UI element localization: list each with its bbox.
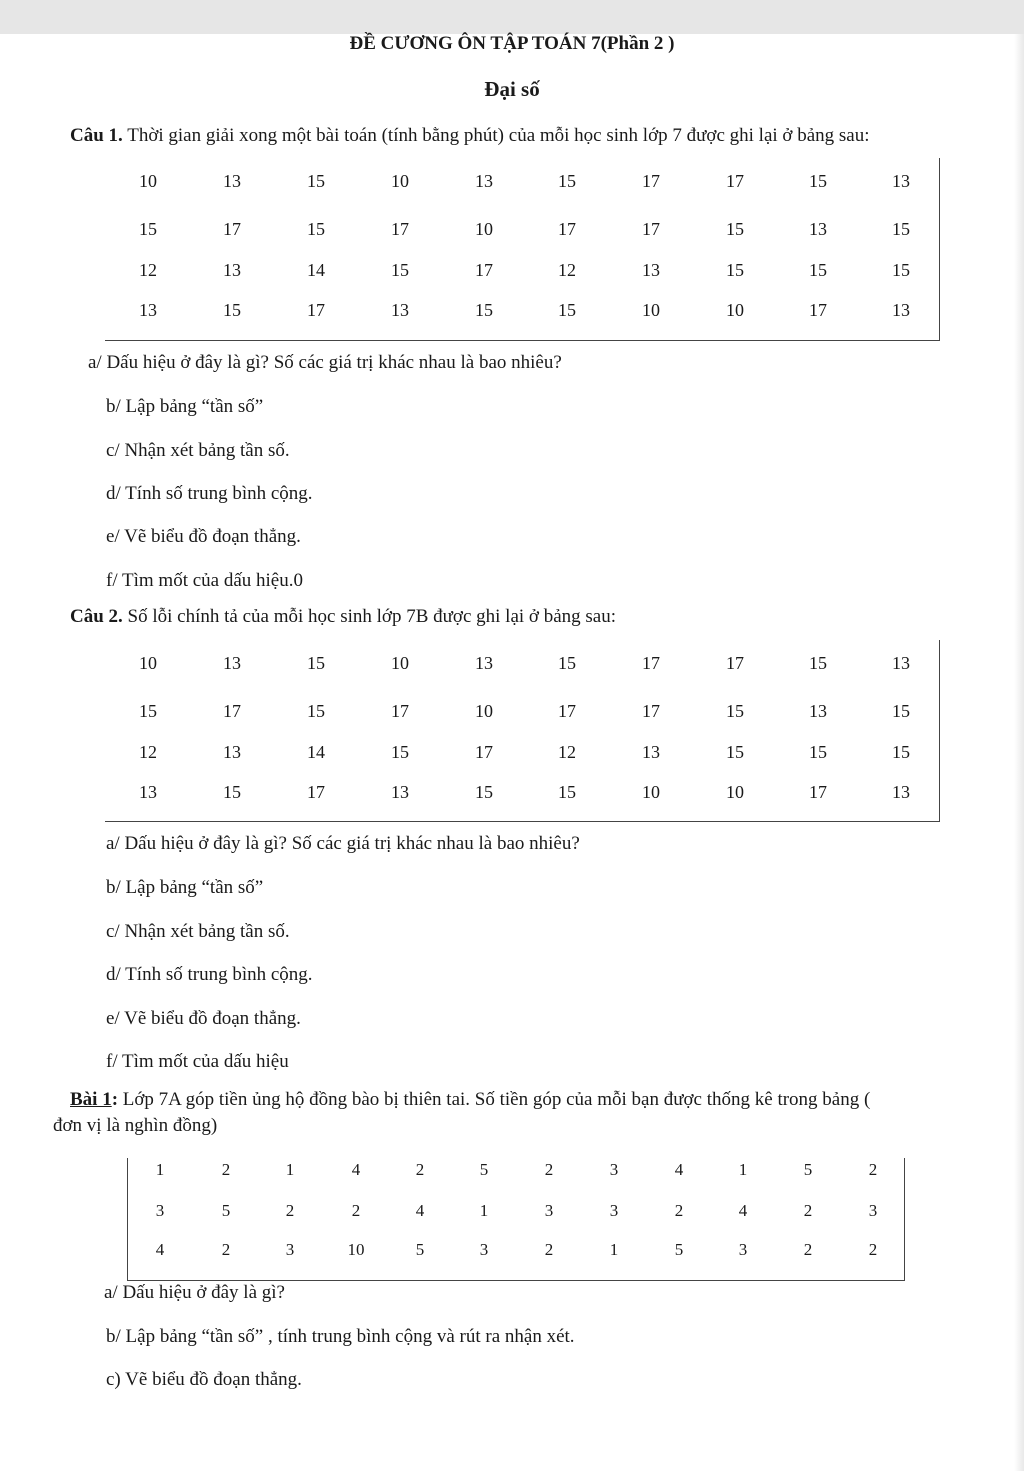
table-cell: 15 <box>809 171 827 191</box>
table-cell: 15 <box>307 701 325 721</box>
table-cell: 15 <box>475 782 493 802</box>
table-cell: 12 <box>558 742 576 762</box>
table-cell: 13 <box>223 742 241 762</box>
table-cell: 3 <box>155 1201 165 1220</box>
table-cell: 15 <box>558 171 576 191</box>
table-cell: 17 <box>726 171 744 191</box>
table-cell: 13 <box>391 782 409 802</box>
table-cell: 13 <box>139 782 157 802</box>
table-cell: 12 <box>139 742 157 762</box>
table-cell: 17 <box>223 701 241 721</box>
table-cell: 10 <box>475 219 493 239</box>
table-cell: 2 <box>415 1160 425 1179</box>
table-cell: 15 <box>223 300 241 320</box>
table-cell: 2 <box>351 1201 361 1220</box>
page-edge-shadow <box>1014 34 1024 1471</box>
table-cell: 5 <box>674 1240 684 1259</box>
table-row <box>128 1240 904 1260</box>
table-cell: 3 <box>285 1240 295 1259</box>
question-2-item-e: e/ Vẽ biểu đồ đoạn thẳng. <box>106 1008 301 1029</box>
table-cell: 4 <box>415 1201 425 1220</box>
table-cell: 15 <box>892 219 910 239</box>
table-cell: 13 <box>892 300 910 320</box>
table-cell: 17 <box>223 219 241 239</box>
table-cell: 15 <box>475 300 493 320</box>
table-cell: 3 <box>609 1160 619 1179</box>
question-1-data-table <box>105 158 940 341</box>
table-cell: 15 <box>391 742 409 762</box>
table-row <box>105 260 939 280</box>
table-cell: 10 <box>475 701 493 721</box>
table-cell: 15 <box>892 260 910 280</box>
table-cell: 12 <box>558 260 576 280</box>
table-cell: 15 <box>726 742 744 762</box>
table-cell: 13 <box>475 653 493 673</box>
question-2-data-table <box>105 640 940 822</box>
table-cell: 17 <box>475 742 493 762</box>
table-cell: 15 <box>558 782 576 802</box>
table-cell: 17 <box>726 653 744 673</box>
table-cell: 2 <box>868 1160 878 1179</box>
table-cell: 1 <box>609 1240 619 1259</box>
exercise-1-item-a: a/ Dấu hiệu ở đây là gì? <box>104 1282 285 1303</box>
table-cell: 5 <box>479 1160 489 1179</box>
table-cell: 2 <box>285 1201 295 1220</box>
table-cell: 14 <box>307 742 325 762</box>
table-cell: 4 <box>351 1160 361 1179</box>
table-row <box>105 653 939 673</box>
question-2-item-c: c/ Nhận xét bảng tần số. <box>106 921 290 942</box>
table-cell: 13 <box>475 171 493 191</box>
table-cell: 13 <box>642 260 660 280</box>
table-cell: 2 <box>674 1201 684 1220</box>
table-cell: 15 <box>726 701 744 721</box>
table-cell: 17 <box>307 782 325 802</box>
page-title: ĐỀ CƯƠNG ÔN TẬP TOÁN 7(Phần 2 ) <box>349 33 675 54</box>
table-cell: 15 <box>139 219 157 239</box>
table-cell: 17 <box>809 300 827 320</box>
table-cell: 15 <box>809 742 827 762</box>
table-cell: 13 <box>809 701 827 721</box>
table-cell: 17 <box>391 701 409 721</box>
question-1-heading <box>70 125 870 147</box>
table-cell: 17 <box>475 260 493 280</box>
table-cell: 13 <box>139 300 157 320</box>
exercise-1-colon: : <box>111 1089 119 1110</box>
question-2-heading <box>70 606 616 628</box>
table-cell: 2 <box>221 1240 231 1259</box>
table-cell: 17 <box>558 219 576 239</box>
table-cell: 17 <box>642 701 660 721</box>
table-cell: 1 <box>155 1160 165 1179</box>
question-2-item-b: b/ Lập bảng “tần số” <box>106 877 264 898</box>
table-cell: 12 <box>139 260 157 280</box>
table-cell: 4 <box>738 1201 748 1220</box>
table-cell: 3 <box>544 1201 554 1220</box>
table-cell: 15 <box>726 219 744 239</box>
table-cell: 17 <box>642 219 660 239</box>
table-cell: 2 <box>221 1160 231 1179</box>
table-cell: 13 <box>223 260 241 280</box>
question-1-item-b: b/ Lập bảng “tần số” <box>106 396 264 417</box>
question-2-item-f: f/ Tìm mốt của dấu hiệu <box>106 1051 289 1072</box>
table-cell: 17 <box>809 782 827 802</box>
table-cell: 3 <box>868 1201 878 1220</box>
table-cell: 15 <box>391 260 409 280</box>
question-1-item-e: e/ Vẽ biểu đồ đoạn thẳng. <box>106 526 301 547</box>
table-row <box>105 219 939 239</box>
table-cell: 13 <box>892 782 910 802</box>
section-title: Đại số <box>484 77 540 101</box>
table-cell: 3 <box>738 1240 748 1259</box>
table-row <box>105 742 939 762</box>
table-cell: 13 <box>892 171 910 191</box>
table-cell: 15 <box>139 701 157 721</box>
table-cell: 10 <box>726 300 744 320</box>
question-2-item-a: a/ Dấu hiệu ở đây là gì? Số các giá trị khác nhau là bao nhiêu? <box>106 833 580 854</box>
table-cell: 1 <box>738 1160 748 1179</box>
table-row <box>128 1160 904 1180</box>
exercise-1-text-continued: đơn vị là nghìn đồng) <box>53 1115 218 1136</box>
table-cell: 10 <box>347 1240 365 1259</box>
table-cell: 1 <box>285 1160 295 1179</box>
table-cell: 13 <box>223 171 241 191</box>
question-1-item-f: f/ Tìm mốt của dấu hiệu.0 <box>106 570 303 591</box>
table-cell: 13 <box>892 653 910 673</box>
table-cell: 2 <box>544 1160 554 1179</box>
table-cell: 3 <box>479 1240 489 1259</box>
table-cell: 10 <box>391 171 409 191</box>
table-cell: 17 <box>307 300 325 320</box>
table-cell: 5 <box>415 1240 425 1259</box>
exercise-1-heading <box>70 1089 870 1111</box>
table-cell: 15 <box>307 219 325 239</box>
table-cell: 17 <box>558 701 576 721</box>
table-cell: 10 <box>391 653 409 673</box>
table-cell: 13 <box>223 653 241 673</box>
table-cell: 2 <box>803 1201 813 1220</box>
table-cell: 5 <box>803 1160 813 1179</box>
question-2-label: Câu 2. <box>70 606 123 627</box>
table-cell: 4 <box>155 1240 165 1259</box>
table-cell: 2 <box>803 1240 813 1259</box>
viewer-top-bar <box>0 0 1024 34</box>
exercise-1-item-b: b/ Lập bảng “tần số” , tính trung bình cộng và rút ra nhận xét. <box>106 1326 575 1347</box>
table-cell: 10 <box>726 782 744 802</box>
question-1-item-a: a/ Dấu hiệu ở đây là gì? Số các giá trị khác nhau là bao nhiêu? <box>88 352 562 373</box>
table-cell: 15 <box>892 701 910 721</box>
table-cell: 17 <box>642 653 660 673</box>
table-cell: 15 <box>558 300 576 320</box>
table-cell: 13 <box>642 742 660 762</box>
table-cell: 13 <box>809 219 827 239</box>
exercise-1-text: Lớp 7A góp tiền ủng hộ đồng bào bị thiên tai. Số tiền góp của mỗi bạn được thống kê trong bảng ( <box>118 1089 871 1110</box>
table-cell: 10 <box>642 300 660 320</box>
table-cell: 10 <box>139 653 157 673</box>
table-row <box>105 171 939 191</box>
table-cell: 5 <box>221 1201 231 1220</box>
table-cell: 15 <box>223 782 241 802</box>
table-cell: 14 <box>307 260 325 280</box>
question-2-text: Số lỗi chính tả của mỗi học sinh lớp 7B được ghi lại ở bảng sau: <box>127 606 617 627</box>
table-cell: 3 <box>609 1201 619 1220</box>
question-2-item-d: d/ Tính số trung bình cộng. <box>106 964 313 985</box>
table-row <box>128 1201 904 1221</box>
question-1-label: Câu 1. <box>70 125 123 146</box>
table-cell: 2 <box>544 1240 554 1259</box>
table-cell: 1 <box>479 1201 489 1220</box>
table-cell: 17 <box>391 219 409 239</box>
table-cell: 13 <box>391 300 409 320</box>
table-row <box>105 300 939 320</box>
table-row <box>105 701 939 721</box>
table-cell: 10 <box>642 782 660 802</box>
question-1-item-c: c/ Nhận xét bảng tần số. <box>106 440 290 461</box>
table-cell: 15 <box>558 653 576 673</box>
table-row <box>105 782 939 802</box>
table-cell: 15 <box>892 742 910 762</box>
question-1-item-d: d/ Tính số trung bình cộng. <box>106 483 313 504</box>
table-cell: 15 <box>809 260 827 280</box>
table-cell: 15 <box>726 260 744 280</box>
exercise-1-item-c: c) Vẽ biểu đồ đoạn thẳng. <box>106 1369 302 1390</box>
question-1-text: Thời gian giải xong một bài toán (tính bằng phút) của mỗi học sinh lớp 7 được ghi lại ở bảng sau: <box>127 125 870 146</box>
table-cell: 15 <box>307 171 325 191</box>
table-cell: 17 <box>642 171 660 191</box>
table-cell: 4 <box>674 1160 684 1179</box>
table-cell: 15 <box>809 653 827 673</box>
exercise-1-label: Bài 1 <box>70 1089 112 1110</box>
exercise-1-data-table <box>127 1158 905 1281</box>
table-cell: 10 <box>139 171 157 191</box>
table-cell: 15 <box>307 653 325 673</box>
table-cell: 2 <box>868 1240 878 1259</box>
